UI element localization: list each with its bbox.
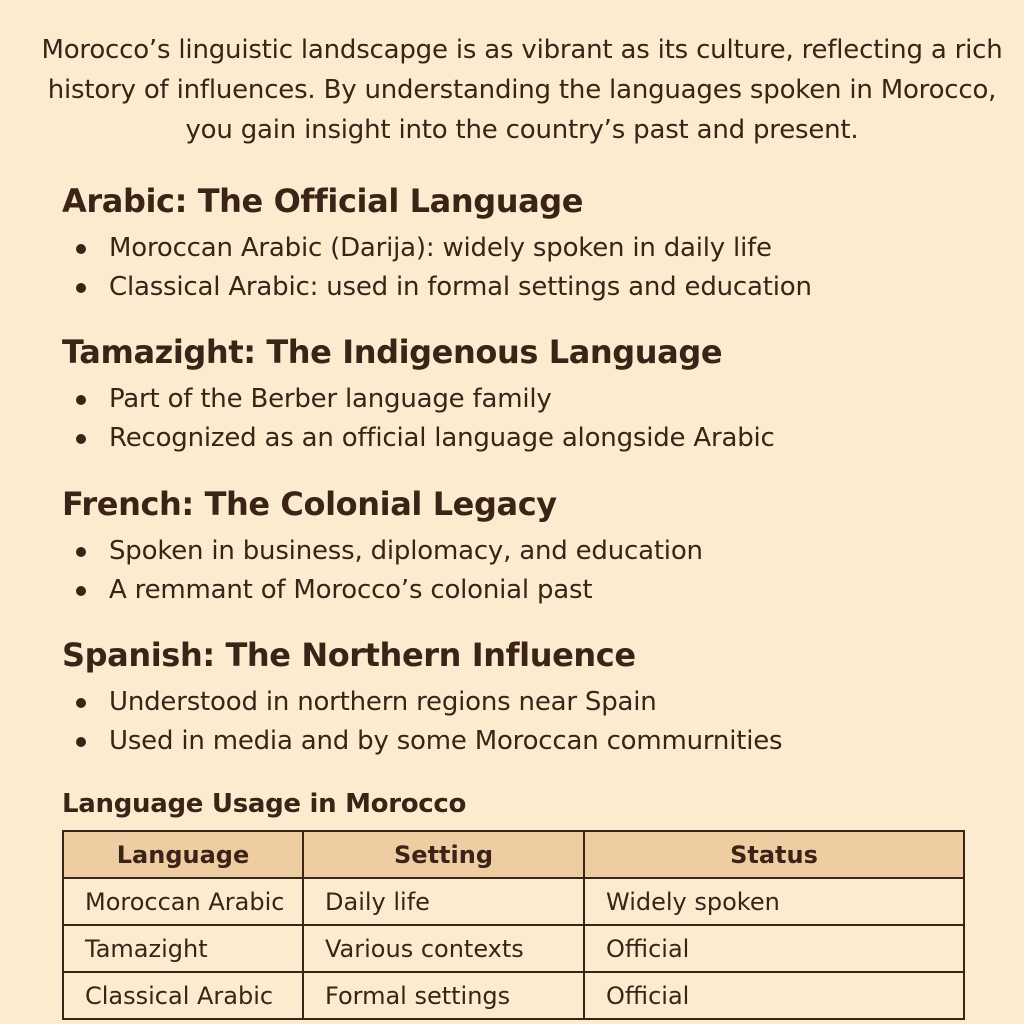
table-cell: Various contexts [303, 925, 584, 972]
list-item-text: A remmant of Morocco’s colonial past [109, 575, 593, 605]
bullet-list [62, 380, 1002, 458]
bullet-icon [76, 434, 86, 444]
table-cell: Classical Arabic [63, 972, 303, 1019]
list-item [62, 380, 1002, 419]
column-header-setting: Setting [303, 831, 584, 878]
table-cell: Formal settings [303, 972, 584, 1019]
bullet-icon [76, 698, 86, 708]
list-item-text: Recognized as an official language alongside Arabic [109, 423, 775, 453]
bullet-icon [76, 395, 86, 405]
intro-paragraph: Morocco’s linguistic landscapge is as vibrant as its culture, reflecting a rich history of influences. By understanding the languages spoken in Morocco, you gain insight into the country’s past and present. [41, 35, 1003, 145]
table-cell: Official [584, 925, 964, 972]
section-french [62, 484, 1002, 610]
list-item-text: Used in media and by some Moroccan commurnities [109, 726, 783, 756]
table-row [63, 878, 964, 925]
section-tamazight [62, 332, 1002, 458]
bullet-list [62, 532, 1002, 610]
column-header-language: Language [63, 831, 303, 878]
column-header-status: Status [584, 831, 964, 878]
bullet-list [62, 229, 1002, 307]
section-heading: French: The Colonial Legacy [62, 485, 557, 523]
bullet-list [62, 683, 1002, 761]
table-cell: Daily life [303, 878, 584, 925]
list-item [62, 268, 1002, 307]
bullet-icon [76, 586, 86, 596]
list-item [62, 229, 1002, 268]
table-header-row [63, 831, 964, 878]
table-cell: Moroccan Arabic [63, 878, 303, 925]
section-heading: Spanish: The Northern Influence [62, 636, 636, 674]
list-item-text: Classical Arabic: used in formal settings and education [109, 272, 812, 302]
bullet-icon [76, 283, 86, 293]
list-item-text: Spoken in business, diplomacy, and education [109, 536, 703, 566]
section-spanish [62, 635, 1002, 761]
section-arabic [62, 181, 1002, 307]
list-item [62, 532, 1002, 571]
table-cell: Widely spoken [584, 878, 964, 925]
table-row [63, 972, 964, 1019]
language-usage-table [62, 830, 965, 1020]
table-cell: Tamazight [63, 925, 303, 972]
section-heading: Tamazight: The Indigenous Language [62, 333, 723, 371]
bullet-icon [76, 547, 86, 557]
table-row [63, 925, 964, 972]
list-item [62, 722, 1002, 761]
table-title: Language Usage in Morocco [62, 789, 467, 819]
list-item [62, 419, 1002, 458]
list-item [62, 571, 1002, 610]
table-cell: Official [584, 972, 964, 1019]
list-item-text: Understood in northern regions near Spain [109, 687, 657, 717]
bullet-icon [76, 737, 86, 747]
list-item [62, 683, 1002, 722]
section-heading: Arabic: The Official Language [62, 182, 584, 220]
list-item-text: Part of the Berber language family [109, 384, 552, 414]
list-item-text: Moroccan Arabic (Darija): widely spoken in daily life [109, 233, 772, 263]
bullet-icon [76, 244, 86, 254]
